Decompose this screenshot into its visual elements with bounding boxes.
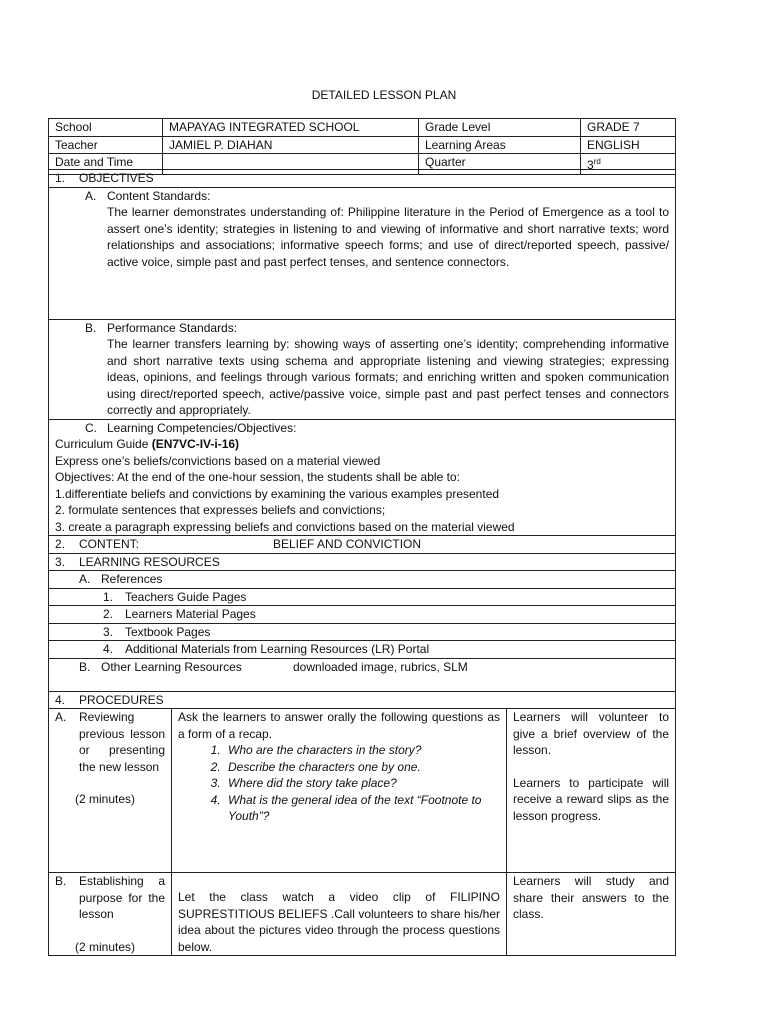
reference-3: 3. Textbook Pages xyxy=(49,623,676,641)
quarter-label: Quarter xyxy=(419,154,581,175)
question-2: 2. Describe the characters one by one. xyxy=(224,759,500,776)
teacher-value: JAMIEL P. DIAHAN xyxy=(163,136,419,154)
resources-heading: 3. LEARNING RESOURCES xyxy=(49,553,676,571)
procedures-heading: 4. PROCEDURES xyxy=(49,691,676,709)
school-label: School xyxy=(49,119,163,137)
teacher-label: Teacher xyxy=(49,136,163,154)
lesson-table xyxy=(48,169,676,956)
content-row: 2. CONTENT: BELIEF AND CONVICTION xyxy=(49,536,676,554)
reference-1: 1. Teachers Guide Pages xyxy=(49,588,676,606)
performance-standards-text: The learner transfers learning by: showing ways of asserting one’s identity; comprehending informative and short narrative texts using schema and appropriate listening and viewing strategies; expressing ideas, opinions, and feelings through various formats; and enriching written and spoken communication using direct/reported speech, active/passive voice, simple past and past perfect tenses and connectors correctly and appropriately. xyxy=(107,337,670,417)
school-value: MAPAYAG INTEGRATED SCHOOL xyxy=(163,119,419,137)
procedure-b-learners: Learners will study and share their answers to the class. xyxy=(507,873,676,956)
page-title: DETAILED LESSON PLAN xyxy=(311,88,457,102)
reference-4: 4. Additional Materials from Learning Resources (LR) Portal xyxy=(49,641,676,659)
header-table xyxy=(48,118,676,175)
procedure-a-activity: Ask the learners to answer orally the following questions as a form of a recap. 1. Who are the characters in the story? 2. Describe the characters one by one. 3. Where did the story take place? 4. What is the general idea of the text “Footnote to Youth”? xyxy=(172,709,507,873)
reference-2: 2. Learners Material Pages xyxy=(49,606,676,624)
procedure-b-activity: Let the class watch a video clip of FILIPINO SUPRESTITIOUS BELIEFS .Call volunteers to share his/her idea about the pictures video through the process questions below. xyxy=(172,873,507,956)
procedure-a-learners: Learners will volunteer to give a brief overview of the lesson. Learners to participate will receive a reward slips as the lesson progress. xyxy=(507,709,676,873)
learning-competencies: C. Learning Competencies/Objectives: Curriculum Guide (EN7VC-IV-i-16) Express one’s beliefs/convictions based on a material viewed Objectives: At the end of the one-hour session, the students shall be able to: 1.differentiate beliefs and convictions by examining the various examples presented 2. formulate sentences that expresses beliefs and convictions; 3. create a paragraph expressing beliefs and convictions based on the material viewed xyxy=(49,419,676,536)
procedure-row-a xyxy=(49,709,676,873)
objectives-heading: 1. OBJECTIVES xyxy=(49,170,676,188)
performance-standards: B. Performance Standards: The learner transfers learning by: showing ways of asserting one’s identity; comprehending informative and short narrative texts using schema and appropriate listening and viewing strategies; expressing ideas, opinions, and feelings through various formats; and enriching written and spoken communication using direct/reported speech, active/passive voice, simple past and past perfect tenses and connectors correctly and appropriately. xyxy=(49,319,676,419)
question-1: 1. Who are the characters in the story? xyxy=(224,742,500,759)
procedure-row-b xyxy=(49,873,676,956)
grade-value: GRADE 7 xyxy=(581,119,676,137)
grade-label: Grade Level xyxy=(419,119,581,137)
procedure-b-label: B. Establishing a purpose for the lesson (2 minutes) xyxy=(49,873,172,956)
quarter-value: 3rd xyxy=(581,154,676,175)
content-standards-text: The learner demonstrates understanding of: Philippine literature in the Period of Emergence as a tool to assert one’s identity; strategies in listening to and viewing of informative and short narrative texts; word relationships and associations; informative speech forms; and use of direct/reported speech, passive/ active voice, simple past and past perfect tenses, and sentence connectors. xyxy=(107,205,670,269)
references-row: A. References xyxy=(49,571,676,589)
content-standards: A. Content Standards: The learner demonstrates understanding of: Philippine literature in the Period of Emergence as a tool to assert one’s identity; strategies in listening to and viewing of informative and short narrative texts; word relationships and associations; informative speech forms; and use of direct/reported speech, passive/ active voice, simple past and past perfect tenses, and sentence connectors. xyxy=(49,187,676,319)
question-3: 3. Where did the story take place? xyxy=(224,775,500,792)
area-value: ENGLISH xyxy=(581,136,676,154)
other-resources-row: B. Other Learning Resources downloaded image, rubrics, SLM xyxy=(49,658,676,691)
question-4: 4. What is the general idea of the text “Footnote to Youth”? xyxy=(224,792,500,825)
recap-questions xyxy=(178,742,500,825)
procedure-a-label: A. Reviewing previous lesson or presenting the new lesson (2 minutes) xyxy=(49,709,172,873)
area-label: Learning Areas xyxy=(419,136,581,154)
date-label: Date and Time xyxy=(49,154,163,175)
